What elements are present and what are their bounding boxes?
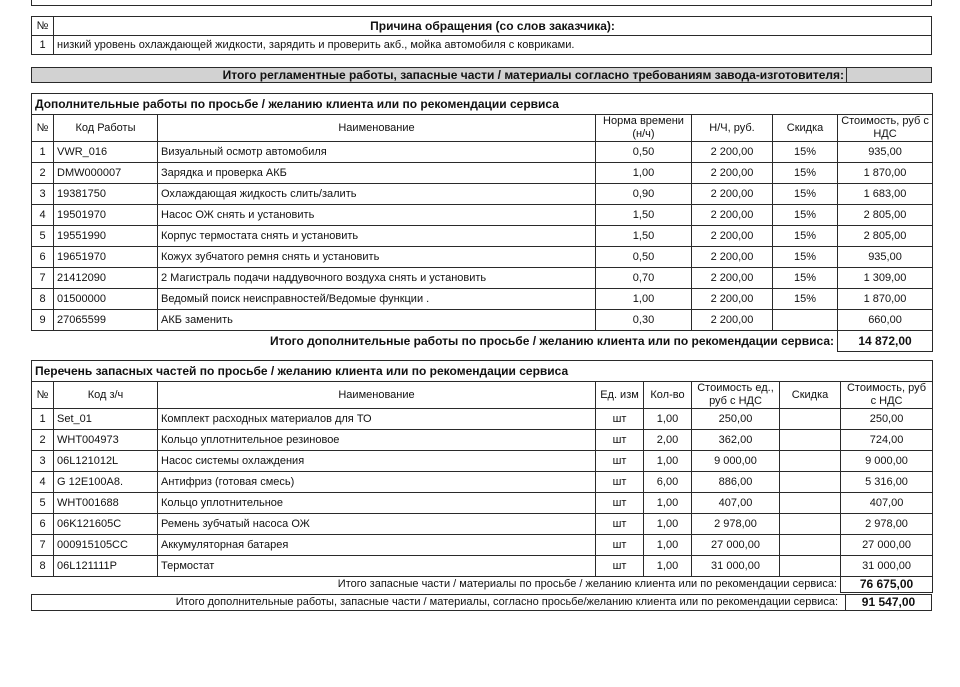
works-norm-cell: 1,50: [596, 205, 692, 226]
parts-row: [32, 409, 933, 430]
parts-unit-cost-header: Стоимость ед., руб с НДС: [692, 382, 780, 409]
parts-qty-cell: 1,00: [644, 535, 692, 556]
reason-num-header: №: [32, 17, 54, 36]
works-row: [32, 226, 933, 247]
parts-discount-cell: [780, 451, 841, 472]
works-name-cell: Кожух зубчатого ремня снять и установить: [158, 247, 596, 268]
works-norm-cell: 0,90: [596, 184, 692, 205]
works-total-row: [32, 331, 933, 352]
works-code-cell: 19651970: [54, 247, 158, 268]
parts-unit-cell: шт: [596, 535, 644, 556]
parts-num-cell: 5: [32, 493, 54, 514]
parts-row: [32, 493, 933, 514]
works-discount-cell: 15%: [773, 226, 838, 247]
works-norm-cell: 0,50: [596, 142, 692, 163]
parts-unit-cell: шт: [596, 451, 644, 472]
works-row: [32, 289, 933, 310]
parts-code-cell: 06K121605C: [54, 514, 158, 535]
works-num-cell: 6: [32, 247, 54, 268]
works-norm-cell: 1,00: [596, 289, 692, 310]
parts-name-cell: Аккумуляторная батарея: [158, 535, 596, 556]
parts-row: [32, 514, 933, 535]
parts-cost-cell: 407,00: [841, 493, 933, 514]
works-name-header: Наименование: [158, 115, 596, 142]
parts-unit-cell: шт: [596, 472, 644, 493]
parts-section-title: Перечень запасных частей по просьбе / желанию клиента или по рекомендации сервиса: [32, 361, 933, 382]
parts-discount-cell: [780, 493, 841, 514]
parts-unit-cost-cell: 9 000,00: [692, 451, 780, 472]
parts-cost-cell: 5 316,00: [841, 472, 933, 493]
works-row: [32, 310, 933, 331]
regulated-total-label: Итого регламентные работы, запасные части / материалы согласно требованиям завода-изготовителя:: [222, 68, 844, 82]
works-discount-cell: 15%: [773, 268, 838, 289]
works-cost-cell: 1 870,00: [838, 289, 933, 310]
parts-table: [31, 360, 933, 593]
works-name-cell: Ведомый поиск неисправностей/Ведомые функции .: [158, 289, 596, 310]
parts-discount-cell: [780, 472, 841, 493]
parts-unit-cost-cell: 27 000,00: [692, 535, 780, 556]
works-total-label: Итого дополнительные работы по просьбе / желанию клиента или по рекомендации сервиса:: [32, 331, 838, 352]
works-discount-cell: 15%: [773, 184, 838, 205]
works-discount-cell: 15%: [773, 205, 838, 226]
works-cost-cell: 1 870,00: [838, 163, 933, 184]
parts-num-cell: 8: [32, 556, 54, 577]
works-discount-cell: [773, 310, 838, 331]
parts-qty-cell: 1,00: [644, 409, 692, 430]
parts-code-cell: 06L121012L: [54, 451, 158, 472]
parts-total-label: Итого запасные части / материалы по просьбе / желанию клиента или по рекомендации сервиса:: [32, 577, 841, 593]
reason-table: [31, 16, 932, 55]
works-num-header: №: [32, 115, 54, 142]
parts-name-cell: Кольцо уплотнительное резиновое: [158, 430, 596, 451]
works-norm-cell: 0,50: [596, 247, 692, 268]
works-section-title-row: [32, 94, 933, 115]
parts-code-cell: 06L121111P: [54, 556, 158, 577]
parts-unit-cost-cell: 2 978,00: [692, 514, 780, 535]
parts-row: [32, 451, 933, 472]
works-discount-cell: 15%: [773, 163, 838, 184]
grand-total-label: Итого дополнительные работы, запасные части / материалы, согласно просьбе/желанию клиента или по рекомендации сервиса:: [175, 596, 838, 608]
works-discount-cell: 15%: [773, 247, 838, 268]
parts-qty-cell: 1,00: [644, 514, 692, 535]
parts-qty-cell: 1,00: [644, 493, 692, 514]
works-row: [32, 142, 933, 163]
regulated-total-value: [846, 68, 931, 82]
reason-text-cell: низкий уровень охлаждающей жидкости, зарядить и проверить акб., мойка автомобиля с ковриками.: [54, 36, 932, 55]
works-section-title: Дополнительные работы по просьбе / желанию клиента или по рекомендации сервиса: [32, 94, 933, 115]
works-rate-cell: 2 200,00: [692, 142, 773, 163]
works-rate-cell: 2 200,00: [692, 289, 773, 310]
works-code-cell: 19501970: [54, 205, 158, 226]
works-cost-cell: 660,00: [838, 310, 933, 331]
parts-code-header: Код з/ч: [54, 382, 158, 409]
parts-discount-cell: [780, 514, 841, 535]
regulated-total-bar: [31, 67, 932, 83]
works-num-cell: 2: [32, 163, 54, 184]
parts-name-cell: Термостат: [158, 556, 596, 577]
parts-cost-cell: 9 000,00: [841, 451, 933, 472]
parts-cost-cell: 250,00: [841, 409, 933, 430]
works-num-cell: 1: [32, 142, 54, 163]
works-name-cell: 2 Магистраль подачи наддувочного воздуха снять и установить: [158, 268, 596, 289]
parts-cost-header: Стоимость, руб с НДС: [841, 382, 933, 409]
parts-unit-header: Ед. изм: [596, 382, 644, 409]
works-norm-cell: 1,50: [596, 226, 692, 247]
works-cost-cell: 935,00: [838, 142, 933, 163]
parts-num-cell: 4: [32, 472, 54, 493]
works-row: [32, 184, 933, 205]
parts-name-cell: Насос системы охлаждения: [158, 451, 596, 472]
parts-row: [32, 535, 933, 556]
parts-discount-header: Скидка: [780, 382, 841, 409]
works-code-header: Код Работы: [54, 115, 158, 142]
works-cost-cell: 1 309,00: [838, 268, 933, 289]
parts-cost-cell: 27 000,00: [841, 535, 933, 556]
parts-row: [32, 556, 933, 577]
works-code-cell: 21412090: [54, 268, 158, 289]
works-rate-cell: 2 200,00: [692, 184, 773, 205]
works-code-cell: VWR_016: [54, 142, 158, 163]
works-rate-cell: 2 200,00: [692, 163, 773, 184]
parts-row: [32, 472, 933, 493]
works-header-row: [32, 115, 933, 142]
works-name-cell: Визуальный осмотр автомобиля: [158, 142, 596, 163]
parts-code-cell: WHT004973: [54, 430, 158, 451]
parts-unit-cost-cell: 362,00: [692, 430, 780, 451]
works-code-cell: 19381750: [54, 184, 158, 205]
parts-header-row: [32, 382, 933, 409]
works-rate-cell: 2 200,00: [692, 205, 773, 226]
works-num-cell: 5: [32, 226, 54, 247]
parts-cost-cell: 724,00: [841, 430, 933, 451]
parts-section-title-row: [32, 361, 933, 382]
parts-name-header: Наименование: [158, 382, 596, 409]
parts-name-cell: Ремень зубчатый насоса ОЖ: [158, 514, 596, 535]
parts-qty-header: Кол-во: [644, 382, 692, 409]
works-code-cell: DMW000007: [54, 163, 158, 184]
works-rate-cell: 2 200,00: [692, 226, 773, 247]
works-discount-header: Скидка: [773, 115, 838, 142]
works-name-cell: АКБ заменить: [158, 310, 596, 331]
works-norm-cell: 0,70: [596, 268, 692, 289]
reason-row: [32, 36, 932, 55]
parts-total-value: 76 675,00: [841, 577, 933, 593]
parts-qty-cell: 1,00: [644, 556, 692, 577]
works-row: [32, 205, 933, 226]
parts-discount-cell: [780, 430, 841, 451]
parts-cost-cell: 2 978,00: [841, 514, 933, 535]
parts-row: [32, 430, 933, 451]
works-name-cell: Корпус термостата снять и установить: [158, 226, 596, 247]
reason-num-cell: 1: [32, 36, 54, 55]
works-code-cell: 27065599: [54, 310, 158, 331]
works-norm-cell: 0,30: [596, 310, 692, 331]
works-row: [32, 247, 933, 268]
works-row: [32, 268, 933, 289]
parts-unit-cost-cell: 250,00: [692, 409, 780, 430]
parts-qty-cell: 6,00: [644, 472, 692, 493]
works-code-cell: 19551990: [54, 226, 158, 247]
parts-unit-cell: шт: [596, 409, 644, 430]
parts-name-cell: Кольцо уплотнительное: [158, 493, 596, 514]
works-cost-header: Стоимость, руб с НДС: [838, 115, 933, 142]
grand-total-bar: [31, 594, 932, 611]
works-norm-cell: 1,00: [596, 163, 692, 184]
works-discount-cell: 15%: [773, 289, 838, 310]
parts-code-cell: G 12E100A8.: [54, 472, 158, 493]
works-name-cell: Охлаждающая жидкость слить/залить: [158, 184, 596, 205]
works-rate-cell: 2 200,00: [692, 247, 773, 268]
works-name-cell: Зарядка и проверка АКБ: [158, 163, 596, 184]
parts-name-cell: Антифриз (готовая смесь): [158, 472, 596, 493]
works-cost-cell: 935,00: [838, 247, 933, 268]
parts-total-row: [32, 577, 933, 593]
parts-num-cell: 6: [32, 514, 54, 535]
parts-unit-cell: шт: [596, 556, 644, 577]
parts-unit-cost-cell: 31 000,00: [692, 556, 780, 577]
parts-discount-cell: [780, 409, 841, 430]
works-cost-cell: 2 805,00: [838, 226, 933, 247]
works-name-cell: Насос ОЖ снять и установить: [158, 205, 596, 226]
parts-unit-cost-cell: 886,00: [692, 472, 780, 493]
parts-name-cell: Комплект расходных материалов для ТО: [158, 409, 596, 430]
reason-header-row: [32, 17, 932, 36]
works-num-cell: 4: [32, 205, 54, 226]
parts-unit-cell: шт: [596, 430, 644, 451]
parts-discount-cell: [780, 535, 841, 556]
works-num-cell: 9: [32, 310, 54, 331]
works-row: [32, 163, 933, 184]
works-rate-cell: 2 200,00: [692, 268, 773, 289]
parts-unit-cell: шт: [596, 493, 644, 514]
works-discount-cell: 15%: [773, 142, 838, 163]
parts-unit-cost-cell: 407,00: [692, 493, 780, 514]
parts-code-cell: Set_01: [54, 409, 158, 430]
parts-code-cell: 000915105CC: [54, 535, 158, 556]
parts-qty-cell: 2,00: [644, 430, 692, 451]
works-rate-header: Н/Ч, руб.: [692, 115, 773, 142]
works-total-value: 14 872,00: [838, 331, 933, 352]
works-cost-cell: 1 683,00: [838, 184, 933, 205]
parts-num-cell: 3: [32, 451, 54, 472]
parts-cost-cell: 31 000,00: [841, 556, 933, 577]
works-num-cell: 8: [32, 289, 54, 310]
works-code-cell: 01500000: [54, 289, 158, 310]
works-norm-header: Норма времени (н/ч): [596, 115, 692, 142]
reason-title: Причина обращения (со слов заказчика):: [54, 17, 932, 36]
works-cost-cell: 2 805,00: [838, 205, 933, 226]
parts-code-cell: WHT001688: [54, 493, 158, 514]
works-num-cell: 3: [32, 184, 54, 205]
parts-num-cell: 2: [32, 430, 54, 451]
previous-section-border: [31, 0, 932, 6]
parts-num-header: №: [32, 382, 54, 409]
works-num-cell: 7: [32, 268, 54, 289]
parts-num-cell: 7: [32, 535, 54, 556]
parts-unit-cell: шт: [596, 514, 644, 535]
grand-total-value: 91 547,00: [845, 595, 931, 610]
parts-num-cell: 1: [32, 409, 54, 430]
parts-discount-cell: [780, 556, 841, 577]
parts-qty-cell: 1,00: [644, 451, 692, 472]
works-table: [31, 93, 933, 352]
works-rate-cell: 2 200,00: [692, 310, 773, 331]
